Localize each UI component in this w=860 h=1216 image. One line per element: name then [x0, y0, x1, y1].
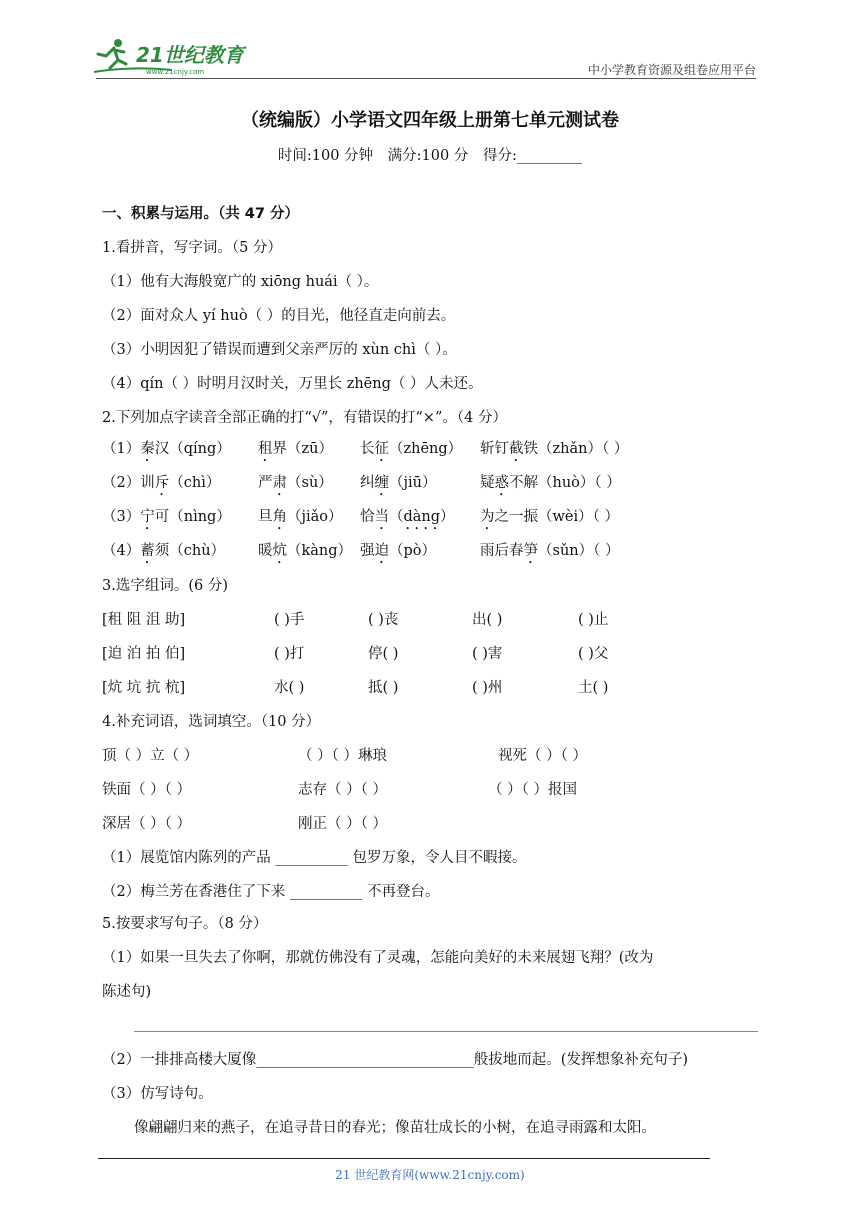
q4-fill-2: （2）梅兰芳在香港住了下来 __________ 不再登台。 [102, 884, 440, 900]
q5-item-1: （1）如果一旦失去了你啊，那就仿佛没有了灵魂，怎能向美好的未来展翅飞翔？(改为 [102, 950, 654, 966]
q5-item-3: （3）仿写诗句。 [102, 1086, 213, 1102]
q1-item-4: （4）qín（ ）时明月汉时关，万里长 zhēng（ ）人未还。 [102, 376, 483, 392]
answer-line [134, 1031, 758, 1032]
question-heading: 3.选字组词。(6 分) [102, 578, 228, 594]
question-heading: 5.按要求写句子。（8 分） [102, 916, 268, 932]
q1-item-2: （2）面对众人 yí huò（ ）的目光，他径直走向前去。 [102, 308, 456, 324]
q5-poem-example: 像翩翩归来的燕子，在追寻昔日的春光；像苗壮成长的小树，在追寻雨露和太阳。 [134, 1120, 656, 1136]
q5-item-1-cont: 陈述句) [102, 984, 152, 1000]
question-heading: 1.看拼音，写字词。（5 分） [102, 240, 282, 256]
exam-score-blank: 得分:_________ [482, 148, 583, 164]
question-heading: 4.补充词语，选词填空。（10 分） [102, 714, 321, 730]
platform-name: 中小学教育资源及组卷应用平台 [587, 63, 756, 77]
footer-text: 21 世纪教育网(www.21cnjy.com) [335, 1168, 525, 1182]
page-title: （统编版）小学语文四年级上册第七单元测试卷 [241, 110, 619, 131]
logo-text: 21世纪教育 [136, 43, 244, 67]
exam-time: 时间:100 分钟 [277, 148, 374, 164]
q4-fill-1: （1）展览馆内陈列的产品 __________ 包罗万象，令人目不暇接。 [102, 850, 527, 866]
q5-item-2: （2）一排排高楼大厦像______________________________般拔地而起。(发挥想象补充句子) [102, 1052, 689, 1068]
exam-full-score: 满分:100 分 [387, 148, 469, 164]
q1-item-3: （3）小明因犯了错误而遭到父亲严厉的 xùn chì（ ）。 [102, 342, 457, 358]
exam-meta [0, 144, 860, 165]
site-logo [92, 36, 262, 80]
section-heading: 一、积累与运用。（共 47 分） [102, 206, 300, 222]
logo-url: www.21cnjy.com [146, 68, 205, 76]
q1-item-1: （1）他有大海般宽广的 xiōng huái（ ）。 [102, 274, 379, 290]
header-divider [96, 78, 756, 79]
question-heading: 2.下列加点字读音全部正确的打“√”，有错误的打“×”。（4 分） [102, 410, 507, 426]
footer-divider [98, 1158, 710, 1159]
